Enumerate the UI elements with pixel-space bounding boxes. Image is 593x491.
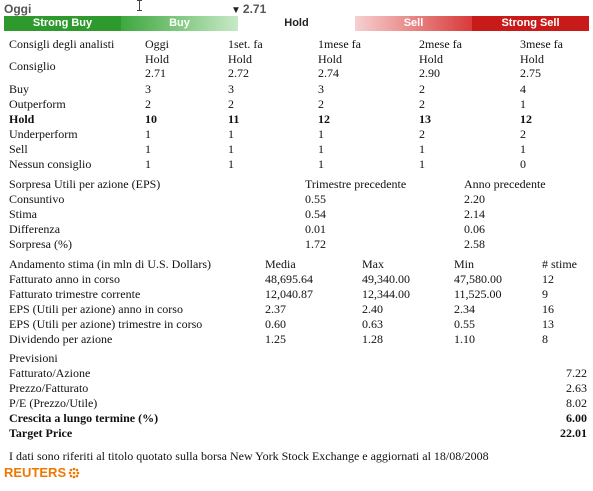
table-cell: 1.28 [362, 332, 383, 346]
consiglio-label: Consiglio [9, 59, 56, 73]
rating-marker-value: 2.71 [242, 2, 267, 16]
table-cell: 1 [228, 142, 234, 156]
table-cell: 12,344.00 [362, 287, 410, 301]
table-cell: 1 [318, 142, 324, 156]
table-cell: 1 [145, 127, 151, 141]
consensus-header-label: Consigli degli analisti [9, 37, 115, 51]
table-cell: 1.10 [454, 332, 475, 346]
eps-header-prev-year: Anno precedente [464, 177, 546, 191]
consiglio-score: 2.71 [145, 66, 166, 80]
table-cell: 1 [145, 142, 151, 156]
table-cell: 11,525.00 [454, 287, 502, 301]
table-cell: 2.20 [464, 192, 485, 206]
reuters-dots-icon [68, 467, 80, 479]
table-cell: 13 [542, 317, 554, 331]
forecast-label: Target Price [9, 426, 73, 440]
table-cell: 1 [419, 142, 425, 156]
table-cell: 0.63 [362, 317, 383, 331]
table-cell: 11 [228, 112, 240, 126]
table-cell: 2.58 [464, 237, 485, 251]
eps-row-label: Stima [9, 207, 38, 221]
text-cursor-icon [139, 0, 140, 11]
table-cell: 0.55 [454, 317, 475, 331]
estimates-row-label: Dividendo per azione [9, 332, 113, 346]
scale-hold: Hold [238, 16, 355, 31]
consensus-header-1week: 1set. fa [228, 37, 263, 51]
forecast-value: 2.63 [566, 381, 587, 395]
estimates-header-max: Max [362, 257, 384, 271]
row-label-underperform: Underperform [9, 127, 78, 141]
table-cell: 2 [145, 97, 151, 111]
consiglio-score: 2.74 [318, 66, 339, 80]
table-cell: 0 [520, 157, 526, 171]
consiglio-value: Hold [318, 52, 342, 66]
row-label-no-advice: Nessun consiglio [9, 157, 92, 171]
scale-buy: Buy [121, 16, 238, 31]
table-cell: 1.72 [305, 237, 326, 251]
table-cell: 1 [318, 157, 324, 171]
table-cell: 12 [520, 112, 532, 126]
consiglio-value: Hold [228, 52, 252, 66]
period-label: Oggi [4, 2, 32, 16]
forecast-label: Prezzo/Fatturato [9, 381, 89, 395]
table-cell: 2 [419, 127, 425, 141]
eps-row-label: Differenza [9, 222, 61, 236]
table-cell: 2.34 [454, 302, 475, 316]
consiglio-score: 2.90 [419, 66, 440, 80]
row-label-outperform: Outperform [9, 97, 66, 111]
table-cell: 3 [145, 82, 151, 96]
table-cell: 12 [542, 272, 554, 286]
estimates-row-label: Fatturato anno in corso [9, 272, 120, 286]
table-cell: 0.01 [305, 222, 326, 236]
scale-strong-sell: Strong Sell [472, 16, 589, 31]
table-cell: 1 [318, 127, 324, 141]
table-cell: 0.54 [305, 207, 326, 221]
forecast-label: P/E (Prezzo/Utile) [9, 396, 98, 410]
scale-strong-buy: Strong Buy [4, 16, 121, 31]
forecast-value: 22.01 [560, 426, 587, 440]
scale-sell: Sell [355, 16, 472, 31]
table-cell: 0.06 [464, 222, 485, 236]
forecast-label: Fatturato/Azione [9, 366, 91, 380]
table-cell: 12 [318, 112, 330, 126]
table-cell: 8 [542, 332, 548, 346]
table-cell: 1 [520, 142, 526, 156]
rating-marker [231, 2, 266, 16]
rating-scale-bar [4, 16, 589, 31]
table-cell: 16 [542, 302, 554, 316]
consensus-header-3month: 3mese fa [520, 37, 563, 51]
reuters-logo [4, 465, 80, 480]
forecast-value: 6.00 [566, 411, 587, 425]
down-triangle-icon: ▼ [231, 5, 241, 16]
table-cell: 2 [318, 97, 324, 111]
table-cell: 47,580.00 [454, 272, 502, 286]
table-cell: 1 [228, 127, 234, 141]
table-cell: 4 [520, 82, 526, 96]
consiglio-score: 2.75 [520, 66, 541, 80]
table-cell: 1 [145, 157, 151, 171]
forecast-label: Crescita a lungo termine (%) [9, 411, 159, 425]
table-cell: 2 [419, 82, 425, 96]
estimates-row-label: EPS (Utili per azione) trimestre in corso [9, 317, 203, 331]
table-cell: 2 [419, 97, 425, 111]
table-cell: 1 [228, 157, 234, 171]
table-cell: 2.40 [362, 302, 383, 316]
consiglio-value: Hold [145, 52, 169, 66]
table-cell: 13 [419, 112, 431, 126]
consensus-header-oggi: Oggi [145, 37, 169, 51]
table-cell: 12,040.87 [265, 287, 313, 301]
table-cell: 2 [228, 97, 234, 111]
estimates-row-label: Fatturato trimestre corrente [9, 287, 141, 301]
consiglio-value: Hold [520, 52, 544, 66]
row-label-sell: Sell [9, 142, 28, 156]
eps-header-prev-quarter: Trimestre precedente [305, 177, 407, 191]
forecasts-title: Previsioni [9, 351, 58, 365]
table-cell: 2.14 [464, 207, 485, 221]
table-cell: 1 [520, 97, 526, 111]
row-label-hold: Hold [9, 112, 35, 126]
estimates-header-min: Min [454, 257, 475, 271]
estimates-header-count: # stime [542, 257, 577, 271]
forecast-value: 7.22 [566, 366, 587, 380]
table-cell: 0.60 [265, 317, 286, 331]
table-cell: 10 [145, 112, 157, 126]
forecast-value: 8.02 [566, 396, 587, 410]
row-label-buy: Buy [9, 82, 30, 96]
table-cell: 2 [520, 127, 526, 141]
table-cell: 9 [542, 287, 548, 301]
reuters-logo-text: REUTERS [4, 465, 67, 480]
table-cell: 3 [318, 82, 324, 96]
estimates-header-label: Andamento stima (in mln di U.S. Dollars) [9, 257, 211, 271]
table-cell: 2.37 [265, 302, 286, 316]
table-cell: 49,340.00 [362, 272, 410, 286]
consiglio-score: 2.72 [228, 66, 249, 80]
consiglio-value: Hold [419, 52, 443, 66]
estimates-row-label: EPS (Utili per azione) anno in corso [9, 302, 183, 316]
table-cell: 1 [419, 157, 425, 171]
eps-header-label: Sorpresa Utili per azione (EPS) [9, 177, 161, 191]
table-cell: 48,695.64 [265, 272, 313, 286]
table-cell: 3 [228, 82, 234, 96]
consensus-header-1month: 1mese fa [318, 37, 361, 51]
eps-row-label: Sorpresa (%) [9, 237, 72, 251]
table-cell: 1.25 [265, 332, 286, 346]
eps-row-label: Consuntivo [9, 192, 65, 206]
estimates-header-mean: Media [265, 257, 296, 271]
table-cell: 0.55 [305, 192, 326, 206]
footer-note: I dati sono riferiti al titolo quotato sulla borsa New York Stock Exchange e aggiornati al 18/08/2008 [9, 449, 489, 463]
consensus-header-2month: 2mese fa [419, 37, 462, 51]
